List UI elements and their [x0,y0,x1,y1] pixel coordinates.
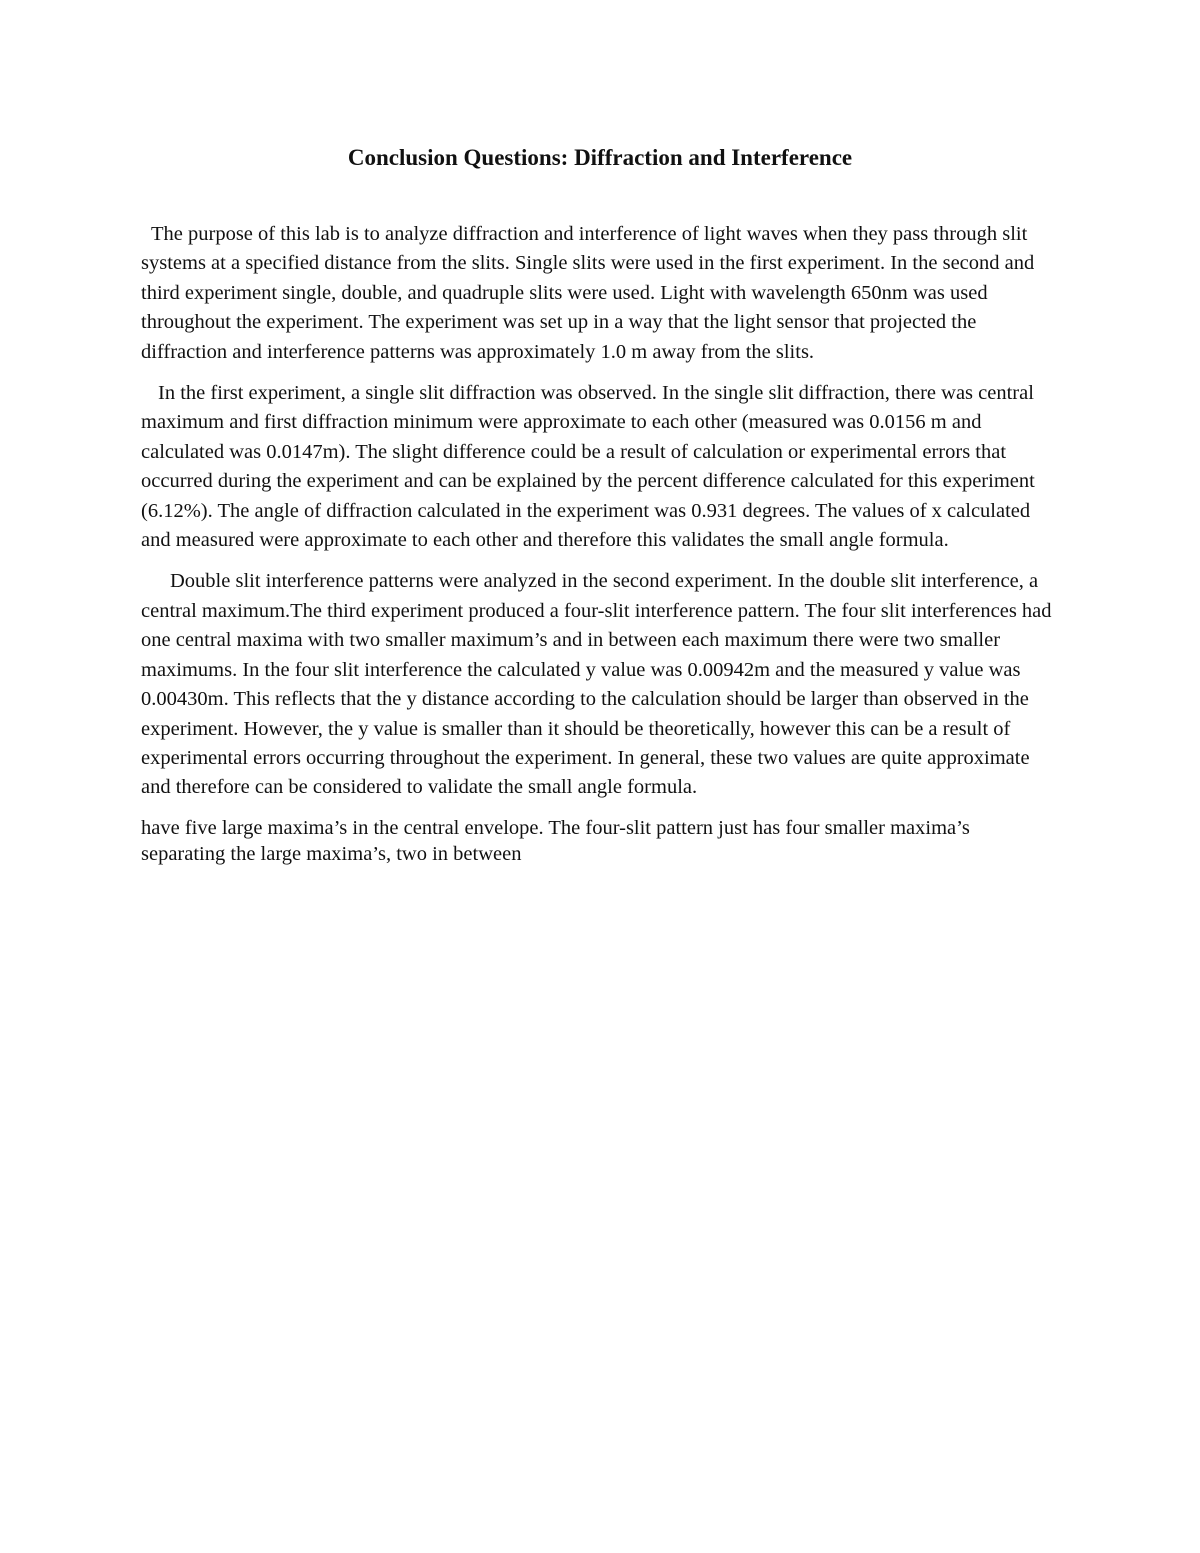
paragraph-purpose: The purpose of this lab is to analyze diffraction and interference of light waves when they pass through slit systems at a specified distance from the slits. Single slits were used in the first experiment. In the second and third experiment single, double, and quadruple slits were used. Light with wavelength 650nm was used throughout the experiment. The experiment was set up in a way that the light sensor that projected the diffraction and interference patterns was approximately 1.0 m away from the slits. [141,223,1035,363]
document-body [141,220,1061,879]
paragraph-single-slit: In the first experiment, a single slit diffraction was observed. In the single slit diffraction, there was central maximum and first diffraction minimum were approximate to each other (measured was 0.0156 m and calculated was 0.0147m). The slight difference could be a result of calculation or experimental errors that occurred during the experiment and can be explained by the percent difference calculated for this experiment (6.12%). The angle of diffraction calculated in the experiment was 0.931 degrees. The values of x calculated and measured were approximate to each other and therefore this validates the small angle formula. [141,382,1035,552]
fragment-line-1: have five large maxima’s in the central envelope. The four-slit pattern just has four smaller maxima’s [141,816,970,839]
paragraph-fragment [141,815,1061,867]
document-title: Conclusion Questions: Diffraction and Interference [347,145,853,170]
fragment-line-2: separating the large maxima’s, two in between [141,842,522,865]
paragraph-double-four-slit: Double slit interference patterns were analyzed in the second experiment. In the double slit interference, a central maximum.The third experiment produced a four-slit interference pattern. The four slit interferences had one central maxima with two smaller maximum’s and in between each maximum there were two smaller maximums. In the four slit interference the calculated y value was 0.00942m and the measured y value was 0.00430m. This reflects that the y distance according to the calculation should be larger than observed in the experiment. However, the y value is smaller than it should be theoretically, however this can be a result of experimental errors occurring throughout the experiment. In general, these two values are quite approximate and therefore can be considered to validate the small angle formula. [141,570,1052,799]
